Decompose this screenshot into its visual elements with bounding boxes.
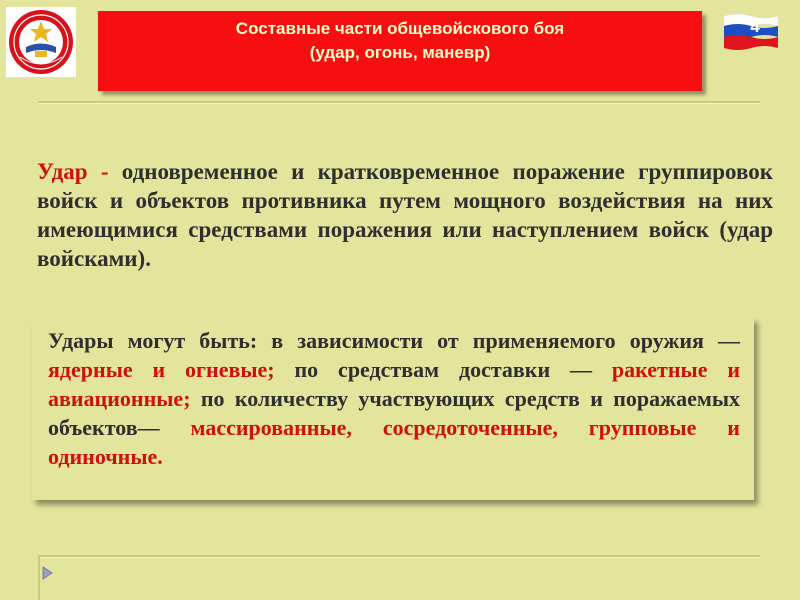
- definition-dash: -: [87, 159, 122, 184]
- types-by-delivery-label: по средствам доставки —: [274, 357, 612, 382]
- strike-types-box: [32, 317, 754, 500]
- types-by-weapon: ядерные и огневые;: [48, 357, 275, 382]
- definition-text: одновременное и кратковременное поражение группировок войск и объектов противника путем мощного воздействия на них имеющимися средствами поражения или наступлением войск (удар войсками).: [37, 159, 773, 271]
- slide-title-line-2: (удар, огонь, маневр): [309, 43, 491, 62]
- play-arrow-icon: [41, 566, 53, 580]
- definition-term: Удар: [37, 159, 88, 184]
- academy-logo: [6, 7, 76, 77]
- bottom-divider: [38, 555, 760, 557]
- slide-number: 4: [750, 17, 760, 36]
- strike-types-text: [48, 326, 740, 471]
- types-by-count-label: по количеству участвующих средств и поражаемых объектов—: [48, 386, 740, 440]
- types-intro: Удары могут быть: в зависимости от применяемого оружия —: [48, 328, 740, 353]
- top-divider: [38, 101, 760, 103]
- bottom-vertical-divider: [38, 555, 40, 600]
- slide-title-bar: [98, 11, 702, 91]
- types-by-delivery: ракетные и авиационные;: [48, 357, 741, 411]
- strike-definition: [37, 157, 773, 273]
- slide-title-line-1: Составные части общевойскового боя: [235, 19, 565, 38]
- next-slide-button[interactable]: [41, 566, 53, 580]
- types-by-count: массированные, сосредоточенные, групповые и одиночные.: [48, 415, 740, 469]
- military-academy-emblem-icon: [6, 7, 76, 77]
